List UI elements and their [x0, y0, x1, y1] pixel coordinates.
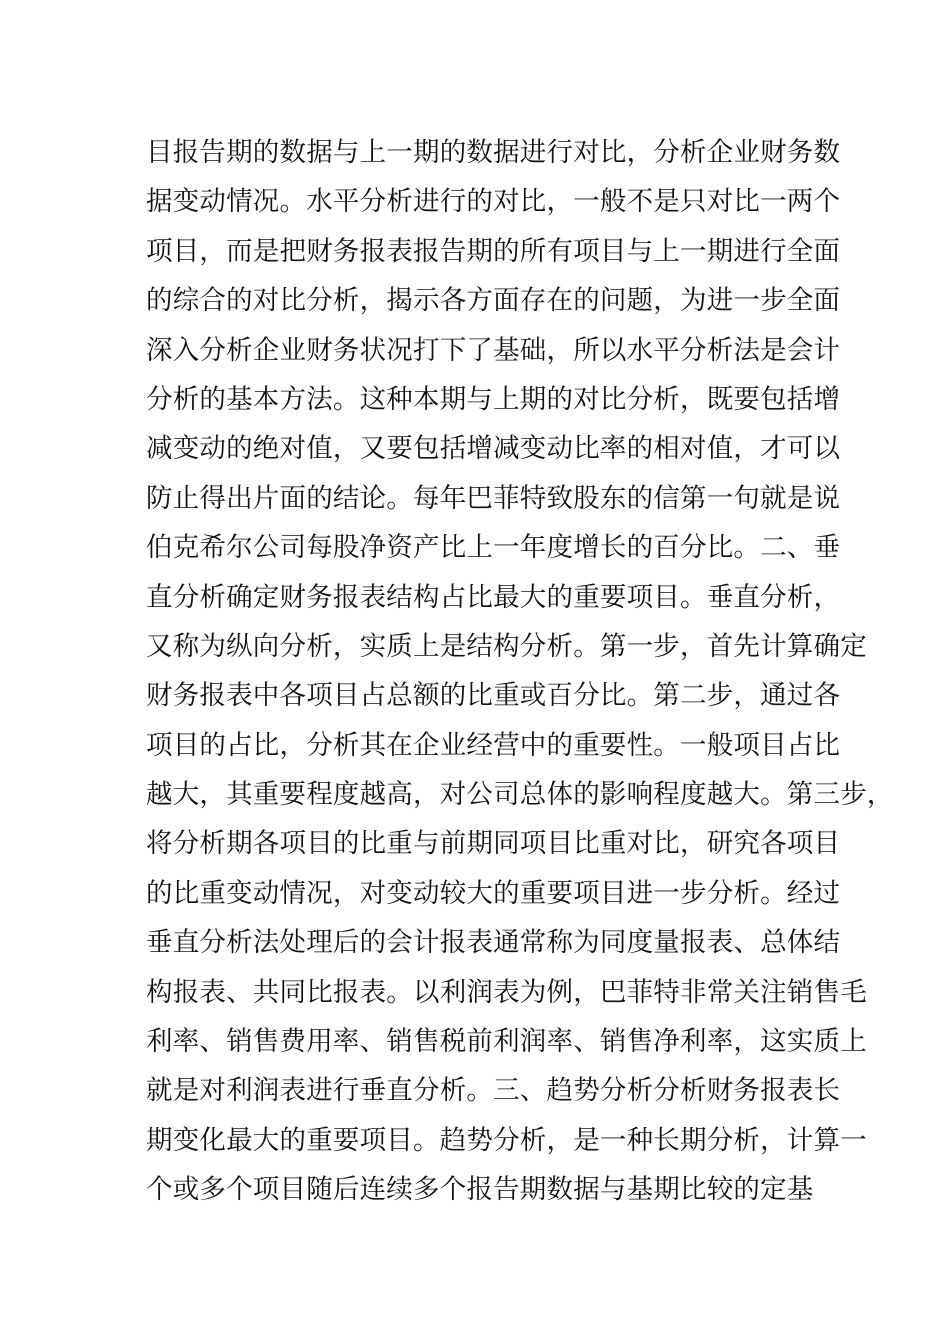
text-line: 的综合的对比分析，揭示各方面存在的问题，为进一步全面	[146, 285, 841, 317]
text-line: 期变化最大的重要项目。趋势分析，是一种长期分析，计算一	[146, 1124, 867, 1156]
text-line: 将分析期各项目的比重与前期同项目比重对比，研究各项目	[146, 828, 841, 860]
text-line: 减变动的绝对值，又要包括增减变动比率的相对值，才可以	[146, 433, 841, 465]
text-line: 垂直分析法处理后的会计报表通常称为同度量报表、总体结	[146, 927, 841, 959]
text-line: 伯克希尔公司每股净资产比上一年度增长的百分比。二、垂	[146, 532, 841, 564]
text-line: 分析的基本方法。这种本期与上期的对比分析，既要包括增	[146, 383, 841, 415]
text-line: 财务报表中各项目占总额的比重或百分比。第二步，通过各	[146, 680, 841, 712]
text-line: 直分析确定财务报表结构占比最大的重要项目。垂直分析，	[146, 581, 841, 613]
text-line: 越大，其重要程度越高，对公司总体的影响程度越大。第三步，	[146, 779, 894, 811]
text-line: 的比重变动情况，对变动较大的重要项目进一步分析。经过	[146, 877, 841, 909]
text-line: 项目的占比，分析其在企业经营中的重要性。一般项目占比	[146, 729, 841, 761]
text-line: 又称为纵向分析，实质上是结构分析。第一步，首先计算确定	[146, 630, 867, 662]
text-line: 防止得出片面的结论。每年巴菲特致股东的信第一句就是说	[146, 482, 841, 514]
text-line: 据变动情况。水平分析进行的对比，一般不是只对比一两个	[146, 186, 841, 218]
text-line: 就是对利润表进行垂直分析。三、趋势分析分析财务报表长	[146, 1075, 841, 1107]
text-line: 项目，而是把财务报表报告期的所有项目与上一期进行全面	[146, 235, 841, 267]
text-line: 构报表、共同比报表。以利润表为例，巴菲特非常关注销售毛	[146, 976, 867, 1008]
body-text	[146, 128, 894, 1215]
text-line: 个或多个项目随后连续多个报告期数据与基期比较的定基	[146, 1174, 814, 1206]
text-line: 深入分析企业财务状况打下了基础，所以水平分析法是会计	[146, 334, 841, 366]
text-line: 目报告期的数据与上一期的数据进行对比，分析企业财务数	[146, 137, 841, 168]
text-line: 利率、销售费用率、销售税前利润率、销售净利率，这实质上	[146, 1026, 867, 1058]
